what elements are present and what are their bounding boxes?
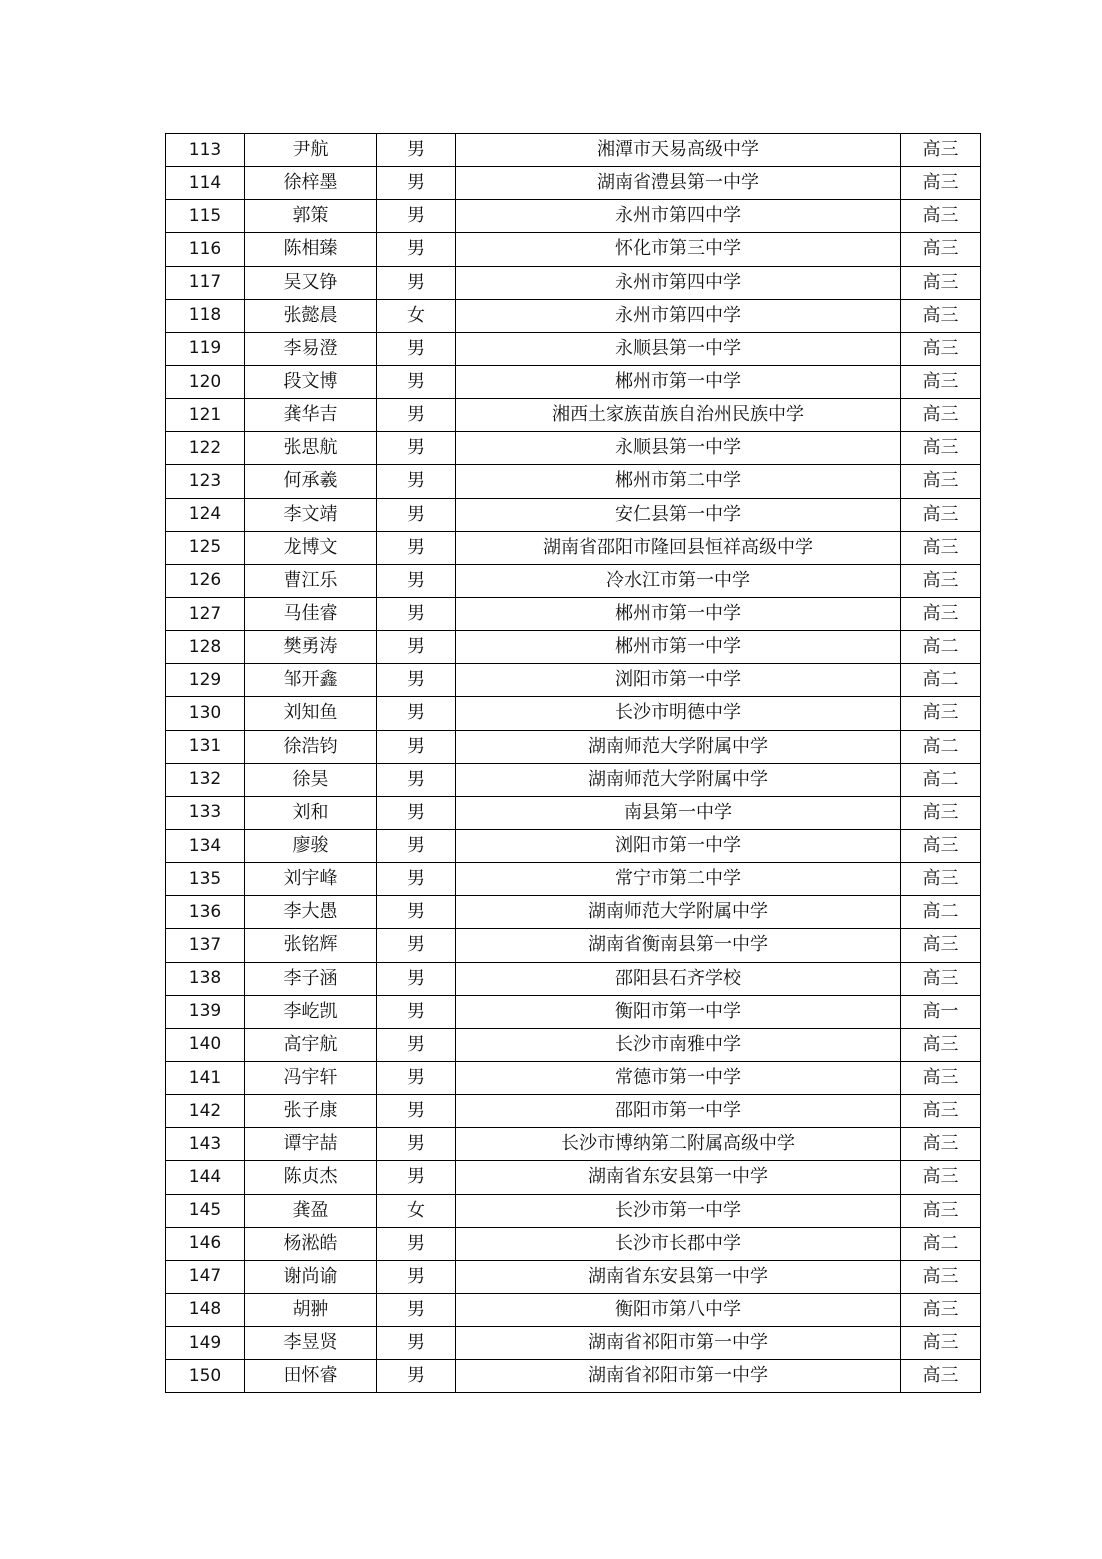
row-number-cell: 132 [166, 763, 245, 796]
row-number-cell: 127 [166, 597, 245, 630]
row-number-cell: 146 [166, 1227, 245, 1260]
row-number-cell: 144 [166, 1161, 245, 1194]
gender-cell: 男 [377, 1128, 456, 1161]
school-cell: 怀化市第三中学 [456, 233, 901, 266]
gender-cell: 男 [377, 465, 456, 498]
table-row [166, 564, 981, 597]
grade-cell: 高三 [901, 697, 981, 730]
row-number-cell: 124 [166, 498, 245, 531]
student-name-cell: 冯宇轩 [245, 1061, 377, 1094]
student-name-cell: 李大愚 [245, 896, 377, 929]
school-cell: 湖南省邵阳市隆回县恒祥高级中学 [456, 531, 901, 564]
school-cell: 湖南省澧县第一中学 [456, 167, 901, 200]
school-cell: 安仁县第一中学 [456, 498, 901, 531]
gender-cell: 男 [377, 1161, 456, 1194]
school-cell: 湖南师范大学附属中学 [456, 763, 901, 796]
row-number-cell: 135 [166, 863, 245, 896]
row-number-cell: 120 [166, 365, 245, 398]
row-number-cell: 137 [166, 929, 245, 962]
grade-cell: 高二 [901, 1227, 981, 1260]
row-number-cell: 131 [166, 730, 245, 763]
row-number-cell: 126 [166, 564, 245, 597]
student-name-cell: 龚华吉 [245, 399, 377, 432]
school-cell: 浏阳市第一中学 [456, 664, 901, 697]
gender-cell: 男 [377, 896, 456, 929]
table-row [166, 498, 981, 531]
gender-cell: 男 [377, 962, 456, 995]
school-cell: 长沙市博纳第二附属高级中学 [456, 1128, 901, 1161]
school-cell: 长沙市南雅中学 [456, 1028, 901, 1061]
table-row [166, 1194, 981, 1227]
row-number-cell: 150 [166, 1360, 245, 1393]
table-row [166, 796, 981, 829]
school-cell: 冷水江市第一中学 [456, 564, 901, 597]
row-number-cell: 123 [166, 465, 245, 498]
table-row [166, 631, 981, 664]
student-name-cell: 李易澄 [245, 332, 377, 365]
table-row [166, 1227, 981, 1260]
gender-cell: 男 [377, 1360, 456, 1393]
table-row [166, 1028, 981, 1061]
student-name-cell: 邹开鑫 [245, 664, 377, 697]
roster-table [165, 133, 981, 1393]
student-name-cell: 何承羲 [245, 465, 377, 498]
grade-cell: 高三 [901, 299, 981, 332]
table-row [166, 1293, 981, 1326]
table-row [166, 1128, 981, 1161]
row-number-cell: 128 [166, 631, 245, 664]
school-cell: 长沙市长郡中学 [456, 1227, 901, 1260]
student-name-cell: 谢尚谕 [245, 1260, 377, 1293]
row-number-cell: 115 [166, 200, 245, 233]
grade-cell: 高二 [901, 763, 981, 796]
row-number-cell: 130 [166, 697, 245, 730]
gender-cell: 男 [377, 664, 456, 697]
table-row [166, 896, 981, 929]
table-row [166, 1095, 981, 1128]
gender-cell: 男 [377, 233, 456, 266]
grade-cell: 高一 [901, 995, 981, 1028]
school-cell: 郴州市第一中学 [456, 597, 901, 630]
grade-cell: 高三 [901, 498, 981, 531]
table-row [166, 929, 981, 962]
student-name-cell: 陈相臻 [245, 233, 377, 266]
row-number-cell: 134 [166, 829, 245, 862]
student-name-cell: 刘和 [245, 796, 377, 829]
gender-cell: 男 [377, 134, 456, 167]
gender-cell: 男 [377, 796, 456, 829]
grade-cell: 高三 [901, 962, 981, 995]
grade-cell: 高三 [901, 929, 981, 962]
gender-cell: 男 [377, 1095, 456, 1128]
row-number-cell: 125 [166, 531, 245, 564]
gender-cell: 男 [377, 1327, 456, 1360]
student-name-cell: 李屹凯 [245, 995, 377, 1028]
grade-cell: 高三 [901, 531, 981, 564]
gender-cell: 男 [377, 995, 456, 1028]
grade-cell: 高三 [901, 564, 981, 597]
school-cell: 永州市第四中学 [456, 200, 901, 233]
table-row [166, 200, 981, 233]
gender-cell: 男 [377, 266, 456, 299]
gender-cell: 男 [377, 730, 456, 763]
grade-cell: 高三 [901, 399, 981, 432]
student-name-cell: 李文靖 [245, 498, 377, 531]
school-cell: 湘西土家族苗族自治州民族中学 [456, 399, 901, 432]
student-name-cell: 刘宇峰 [245, 863, 377, 896]
table-row [166, 863, 981, 896]
student-name-cell: 胡翀 [245, 1293, 377, 1326]
grade-cell: 高三 [901, 266, 981, 299]
gender-cell: 男 [377, 1028, 456, 1061]
table-row [166, 365, 981, 398]
row-number-cell: 147 [166, 1260, 245, 1293]
school-cell: 常德市第一中学 [456, 1061, 901, 1094]
student-name-cell: 吴又铮 [245, 266, 377, 299]
student-name-cell: 谭宇喆 [245, 1128, 377, 1161]
row-number-cell: 141 [166, 1061, 245, 1094]
school-cell: 衡阳市第一中学 [456, 995, 901, 1028]
school-cell: 湖南省衡南县第一中学 [456, 929, 901, 962]
row-number-cell: 122 [166, 432, 245, 465]
table-row [166, 962, 981, 995]
student-name-cell: 李昱贤 [245, 1327, 377, 1360]
table-row [166, 1061, 981, 1094]
school-cell: 浏阳市第一中学 [456, 829, 901, 862]
school-cell: 郴州市第一中学 [456, 631, 901, 664]
table-row [166, 829, 981, 862]
gender-cell: 女 [377, 1194, 456, 1227]
gender-cell: 男 [377, 564, 456, 597]
gender-cell: 男 [377, 1260, 456, 1293]
row-number-cell: 142 [166, 1095, 245, 1128]
student-name-cell: 李子涵 [245, 962, 377, 995]
student-name-cell: 龙博文 [245, 531, 377, 564]
table-row [166, 1260, 981, 1293]
row-number-cell: 113 [166, 134, 245, 167]
grade-cell: 高三 [901, 1028, 981, 1061]
table-row [166, 664, 981, 697]
student-name-cell: 尹航 [245, 134, 377, 167]
school-cell: 常宁市第二中学 [456, 863, 901, 896]
grade-cell: 高三 [901, 233, 981, 266]
row-number-cell: 138 [166, 962, 245, 995]
grade-cell: 高三 [901, 1360, 981, 1393]
table-row [166, 730, 981, 763]
student-name-cell: 田怀睿 [245, 1360, 377, 1393]
school-cell: 湖南省祁阳市第一中学 [456, 1327, 901, 1360]
student-name-cell: 张懿晨 [245, 299, 377, 332]
school-cell: 湘潭市天易高级中学 [456, 134, 901, 167]
school-cell: 湖南师范大学附属中学 [456, 896, 901, 929]
row-number-cell: 148 [166, 1293, 245, 1326]
grade-cell: 高二 [901, 896, 981, 929]
school-cell: 永顺县第一中学 [456, 432, 901, 465]
school-cell: 衡阳市第八中学 [456, 1293, 901, 1326]
school-cell: 郴州市第一中学 [456, 365, 901, 398]
student-name-cell: 马佳睿 [245, 597, 377, 630]
student-name-cell: 龚盈 [245, 1194, 377, 1227]
student-name-cell: 张铭辉 [245, 929, 377, 962]
student-name-cell: 廖骏 [245, 829, 377, 862]
gender-cell: 男 [377, 1061, 456, 1094]
gender-cell: 女 [377, 299, 456, 332]
grade-cell: 高三 [901, 1194, 981, 1227]
gender-cell: 男 [377, 432, 456, 465]
table-row [166, 465, 981, 498]
table-row [166, 399, 981, 432]
student-name-cell: 郭策 [245, 200, 377, 233]
row-number-cell: 119 [166, 332, 245, 365]
gender-cell: 男 [377, 929, 456, 962]
student-name-cell: 曹江乐 [245, 564, 377, 597]
row-number-cell: 114 [166, 167, 245, 200]
row-number-cell: 140 [166, 1028, 245, 1061]
table-row [166, 1327, 981, 1360]
row-number-cell: 129 [166, 664, 245, 697]
gender-cell: 男 [377, 498, 456, 531]
table-row [166, 763, 981, 796]
row-number-cell: 118 [166, 299, 245, 332]
gender-cell: 男 [377, 1293, 456, 1326]
table-row [166, 167, 981, 200]
school-cell: 湖南师范大学附属中学 [456, 730, 901, 763]
row-number-cell: 149 [166, 1327, 245, 1360]
grade-cell: 高三 [901, 1128, 981, 1161]
student-name-cell: 杨淞皓 [245, 1227, 377, 1260]
table-row [166, 134, 981, 167]
gender-cell: 男 [377, 167, 456, 200]
student-name-cell: 樊勇涛 [245, 631, 377, 664]
row-number-cell: 117 [166, 266, 245, 299]
grade-cell: 高三 [901, 365, 981, 398]
student-name-cell: 徐梓墨 [245, 167, 377, 200]
school-cell: 郴州市第二中学 [456, 465, 901, 498]
school-cell: 湖南省祁阳市第一中学 [456, 1360, 901, 1393]
student-name-cell: 段文博 [245, 365, 377, 398]
grade-cell: 高三 [901, 332, 981, 365]
table-row [166, 1360, 981, 1393]
grade-cell: 高三 [901, 465, 981, 498]
school-cell: 邵阳县石齐学校 [456, 962, 901, 995]
table-row [166, 597, 981, 630]
student-name-cell: 徐浩钧 [245, 730, 377, 763]
student-name-cell: 徐昊 [245, 763, 377, 796]
gender-cell: 男 [377, 332, 456, 365]
row-number-cell: 139 [166, 995, 245, 1028]
school-cell: 永顺县第一中学 [456, 332, 901, 365]
school-cell: 湖南省东安县第一中学 [456, 1161, 901, 1194]
row-number-cell: 143 [166, 1128, 245, 1161]
grade-cell: 高二 [901, 631, 981, 664]
gender-cell: 男 [377, 597, 456, 630]
school-cell: 永州市第四中学 [456, 299, 901, 332]
grade-cell: 高三 [901, 167, 981, 200]
table-row [166, 299, 981, 332]
school-cell: 永州市第四中学 [456, 266, 901, 299]
student-name-cell: 刘知鱼 [245, 697, 377, 730]
grade-cell: 高三 [901, 1293, 981, 1326]
gender-cell: 男 [377, 1227, 456, 1260]
grade-cell: 高三 [901, 597, 981, 630]
gender-cell: 男 [377, 399, 456, 432]
school-cell: 湖南省东安县第一中学 [456, 1260, 901, 1293]
gender-cell: 男 [377, 697, 456, 730]
row-number-cell: 116 [166, 233, 245, 266]
grade-cell: 高二 [901, 730, 981, 763]
gender-cell: 男 [377, 200, 456, 233]
school-cell: 长沙市第一中学 [456, 1194, 901, 1227]
student-name-cell: 张思航 [245, 432, 377, 465]
gender-cell: 男 [377, 863, 456, 896]
student-name-cell: 张子康 [245, 1095, 377, 1128]
roster-table-body [166, 134, 981, 1393]
gender-cell: 男 [377, 829, 456, 862]
grade-cell: 高三 [901, 1327, 981, 1360]
row-number-cell: 121 [166, 399, 245, 432]
grade-cell: 高二 [901, 664, 981, 697]
row-number-cell: 136 [166, 896, 245, 929]
school-cell: 南县第一中学 [456, 796, 901, 829]
grade-cell: 高三 [901, 1061, 981, 1094]
table-row [166, 531, 981, 564]
school-cell: 邵阳市第一中学 [456, 1095, 901, 1128]
table-row [166, 266, 981, 299]
gender-cell: 男 [377, 631, 456, 664]
grade-cell: 高三 [901, 1260, 981, 1293]
grade-cell: 高三 [901, 1161, 981, 1194]
school-cell: 长沙市明德中学 [456, 697, 901, 730]
table-row [166, 432, 981, 465]
student-name-cell: 陈贞杰 [245, 1161, 377, 1194]
table-row [166, 995, 981, 1028]
gender-cell: 男 [377, 763, 456, 796]
grade-cell: 高三 [901, 829, 981, 862]
grade-cell: 高三 [901, 134, 981, 167]
row-number-cell: 145 [166, 1194, 245, 1227]
table-row [166, 233, 981, 266]
grade-cell: 高三 [901, 796, 981, 829]
grade-cell: 高三 [901, 863, 981, 896]
row-number-cell: 133 [166, 796, 245, 829]
student-name-cell: 高宇航 [245, 1028, 377, 1061]
grade-cell: 高三 [901, 1095, 981, 1128]
table-row [166, 697, 981, 730]
gender-cell: 男 [377, 531, 456, 564]
table-row [166, 1161, 981, 1194]
grade-cell: 高三 [901, 432, 981, 465]
grade-cell: 高三 [901, 200, 981, 233]
table-row [166, 332, 981, 365]
gender-cell: 男 [377, 365, 456, 398]
